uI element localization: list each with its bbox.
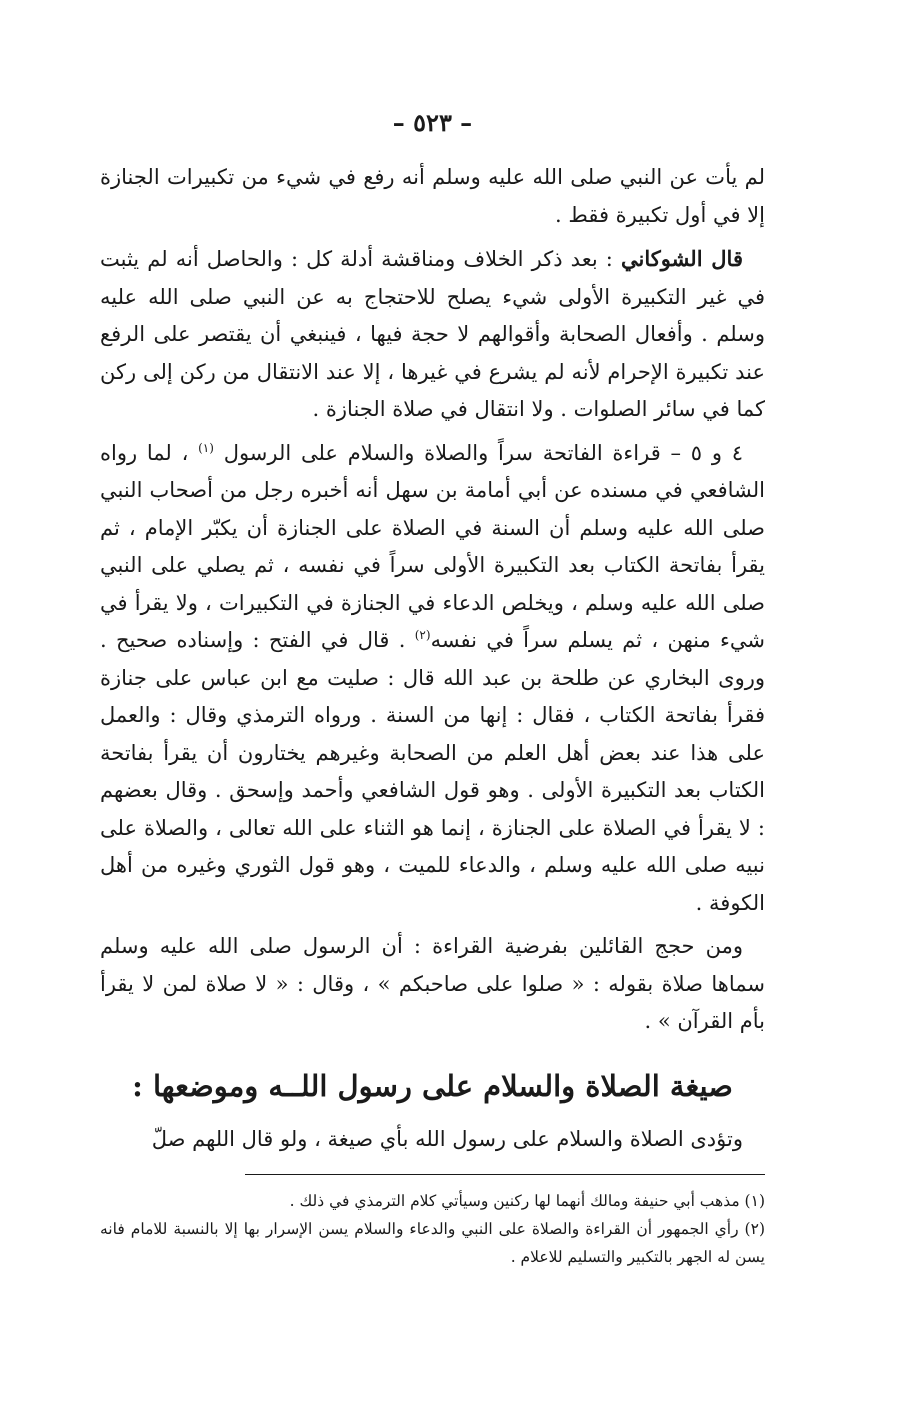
footnote-2: (٢) رأي الجمهور أن القراءة والصلاة على النبي والدعاء والسلام يسن الإسرار بها إلا بالنسبة للامام فانه يسن له الجهر بالتكبير والتسليم للاعلام .: [100, 1220, 765, 1266]
section-heading: صيغة الصلاة والسلام على رسول اللــه وموضعها :: [132, 1068, 733, 1103]
paragraph-5: [100, 1121, 765, 1159]
document-page: [100, 108, 765, 1271]
paragraph-3-text-c: . قال في الفتح : وإسناده صحيح . وروى البخاري عن طلحة بن عبد الله قال : صليت مع ابن عباس على جنازة فقرأ بفاتحة الكتاب ، فقال : إنها من السنة . ورواه الترمذي وقال : والعمل على هذا عند بعض أهل العلم من الصحابة وغيرهم يختارون أن يقرأ بفاتحة الكتاب بعد التكبيرة الأولى . وهو قول الشافعي وأحمد وإسحق . وقال بعضهم : لا يقرأ في الصلاة على الجنازة ، إنما هو الثناء على الله تعالى ، والصلاة على نبيه صلى الله عليه وسلم ، والدعاء للميت ، وهو قول الثوري وغيره من أهل الكوفة .: [100, 628, 765, 915]
paragraph-1-text: لم يأت عن النبي صلى الله عليه وسلم أنه رفع في شيء من تكبيرات الجنازة إلا في أول تكبيرة فقط .: [100, 165, 765, 227]
paragraph-3: [100, 435, 765, 923]
footnote-ref-1: (١): [198, 440, 214, 455]
footnote-1: (١) مذهب أبي حنيفة ومالك أنهما لها ركنين وسيأتي كلام الترمذي في ذلك .: [289, 1192, 765, 1210]
page-number: – ٥٢٣ –: [392, 108, 473, 137]
paragraph-2-lead: قال الشوكاني: [620, 246, 743, 271]
footnote-ref-2: (٢): [414, 628, 431, 642]
footnote-divider: [245, 1174, 765, 1175]
paragraph-2: [100, 240, 765, 429]
paragraph-4-text: ومن حجج القائلين بفرضية القراءة : أن الرسول صلى الله عليه وسلم سماها صلاة بقوله : « صلوا على صاحبكم » ، وقال : « لا صلاة لمن لا يقرأ بأم القرآن » .: [100, 934, 765, 1033]
paragraph-3-text-b: ، لما رواه الشافعي في مسنده عن أبي أمامة بن سهل أنه أخبره رجل من أصحاب النبي صلى الله عليه وسلم أن السنة في الصلاة على الجنازة أن يكبّر الإمام ، ثم يقرأ بفاتحة الكتاب بعد التكبيرة الأولى سراً في نفسه ، ثم يصلي على النبي صلى الله عليه وسلم ، ويخلص الدعاء في الجنازة في التكبيرات ، ولا يقرأ في شيء منهن ، ثم يسلم سراً في نفسه: [100, 440, 765, 652]
paragraph-5-text: وتؤدى الصلاة والسلام على رسول الله بأي صيغة ، ولو قال اللهم صلّ: [151, 1126, 743, 1151]
paragraph-4: [100, 928, 765, 1041]
paragraph-1: [100, 159, 765, 234]
paragraph-3-text-a: ٤ و ٥ – قراءة الفاتحة سراً والصلاة والسلام على الرسول: [223, 440, 743, 465]
paragraph-2-text: : بعد ذكر الخلاف ومناقشة أدلة كل : والحاصل أنه لم يثبت في غير التكبيرة الأولى شيء يصلح للاحتجاج به عن النبي صلى الله عليه وسلم . وأفعال الصحابة وأقوالهم لا حجة فيها ، فينبغي أن يقتصر على الرفع عند تكبيرة الإحرام لأنه لم يشرع في غيرها ، إلا عند الانتقال من ركن إلى ركن كما في سائر الصلوات . ولا انتقال في صلاة الجنازة .: [100, 247, 765, 421]
